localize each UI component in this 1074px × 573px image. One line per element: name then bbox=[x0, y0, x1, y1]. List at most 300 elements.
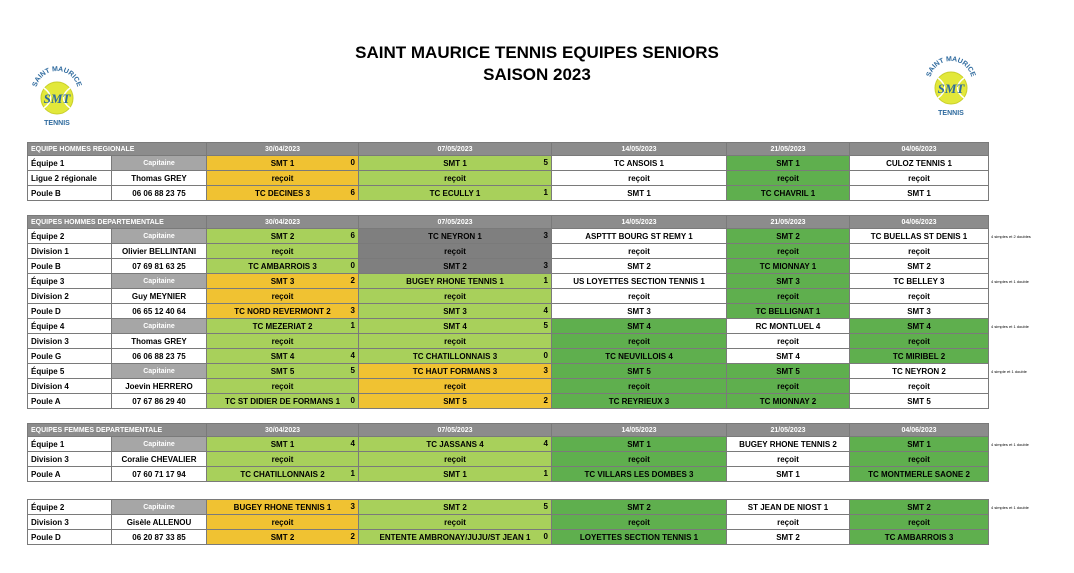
team-label-text: Division 1 bbox=[31, 246, 69, 256]
away-score: 1 bbox=[543, 469, 548, 478]
away-team: SMT 2 bbox=[776, 532, 800, 542]
team-row bbox=[28, 530, 989, 545]
home-team: ST JEAN DE NIOST 1 bbox=[747, 502, 829, 512]
team-label-text: Poule G bbox=[31, 351, 62, 361]
away-score: 6 bbox=[350, 188, 355, 197]
home-score: 5 bbox=[350, 366, 355, 375]
match-cell bbox=[207, 379, 359, 394]
team-row bbox=[28, 319, 989, 334]
home-team: SMT 4 bbox=[627, 321, 651, 331]
away-team: ENTENTE AMBRONAY/JUJU/ST JEAN 1 bbox=[379, 532, 531, 542]
team-row bbox=[28, 500, 989, 515]
team-label-text: Division 2 bbox=[31, 291, 69, 301]
section-header-row bbox=[28, 424, 989, 437]
match-cell bbox=[850, 274, 989, 289]
team-label-text: Poule D bbox=[31, 532, 61, 542]
match-cell bbox=[850, 229, 989, 244]
team-label bbox=[28, 156, 112, 171]
captain-name-text: Gisèle ALLENOU bbox=[126, 517, 192, 527]
away-team: TC MIONNAY 2 bbox=[759, 396, 817, 406]
home-team: SMT 2 bbox=[627, 502, 651, 512]
section-label bbox=[28, 216, 207, 229]
team-label-text: Poule B bbox=[31, 188, 61, 198]
receives-text: reçoit bbox=[444, 246, 466, 256]
home-score: 0 bbox=[350, 158, 355, 167]
team-row bbox=[28, 349, 989, 364]
date-header-text: 14/05/2023 bbox=[621, 145, 657, 153]
match-cell bbox=[850, 379, 989, 394]
away-team: SMT 3 bbox=[627, 306, 651, 316]
match-cell bbox=[207, 229, 359, 244]
home-team: BUGEY RHONE TENNIS 1 bbox=[233, 502, 332, 512]
match-cell bbox=[850, 437, 989, 452]
date-header bbox=[850, 143, 989, 156]
match-cell bbox=[552, 364, 727, 379]
match-cell bbox=[552, 274, 727, 289]
team-label bbox=[28, 394, 112, 409]
home-score: 4 bbox=[543, 439, 548, 448]
receives-text: reçoit bbox=[628, 291, 650, 301]
team-label-text: Poule A bbox=[31, 469, 61, 479]
match-cell bbox=[727, 349, 850, 364]
team-row bbox=[28, 452, 989, 467]
team-row bbox=[28, 304, 989, 319]
receives-text: reçoit bbox=[628, 381, 650, 391]
home-score: 3 bbox=[543, 366, 548, 375]
captain-phone bbox=[112, 467, 207, 482]
captain-title-text: Capitaine bbox=[143, 322, 175, 330]
page-header bbox=[0, 42, 1074, 86]
match-cell bbox=[850, 349, 989, 364]
home-score: 1 bbox=[350, 321, 355, 330]
team-label-text: Poule B bbox=[31, 261, 61, 271]
date-header bbox=[207, 216, 359, 229]
home-team: TC HAUT FORMANS 3 bbox=[412, 366, 498, 376]
team-label bbox=[28, 274, 112, 289]
home-team: RC MONTLUEL 4 bbox=[755, 321, 821, 331]
captain-phone bbox=[112, 349, 207, 364]
logo-mid-text: SMT bbox=[937, 81, 965, 96]
receives-text: reçoit bbox=[908, 173, 930, 183]
match-cell bbox=[552, 244, 727, 259]
away-team: SMT 1 bbox=[907, 188, 931, 198]
match-cell bbox=[359, 186, 552, 201]
away-score: 0 bbox=[350, 261, 355, 270]
team-label bbox=[28, 186, 112, 201]
match-cell bbox=[207, 186, 359, 201]
captain-phone bbox=[112, 394, 207, 409]
away-score: 3 bbox=[543, 261, 548, 270]
away-team: SMT 4 bbox=[776, 351, 800, 361]
match-cell bbox=[207, 244, 359, 259]
away-team: TC CHATILLONNAIS 3 bbox=[412, 351, 498, 361]
home-score: 5 bbox=[543, 321, 548, 330]
receives-text: reçoit bbox=[444, 517, 466, 527]
captain-name bbox=[112, 244, 207, 259]
match-cell bbox=[359, 467, 552, 482]
team-label bbox=[28, 364, 112, 379]
away-score: 0 bbox=[350, 396, 355, 405]
club-logo-left bbox=[30, 62, 84, 134]
match-cell bbox=[727, 530, 850, 545]
date-header bbox=[207, 143, 359, 156]
receives-text: reçoit bbox=[444, 173, 466, 183]
match-cell bbox=[359, 289, 552, 304]
team-label bbox=[28, 319, 112, 334]
receives-text: reçoit bbox=[444, 291, 466, 301]
match-cell bbox=[207, 274, 359, 289]
team-label bbox=[28, 259, 112, 274]
captain-title-text: Capitaine bbox=[143, 503, 175, 511]
home-team: SMT 5 bbox=[627, 366, 651, 376]
captain-name bbox=[112, 289, 207, 304]
section-header-row bbox=[28, 143, 989, 156]
home-team: SMT 2 bbox=[907, 502, 931, 512]
team-label bbox=[28, 289, 112, 304]
match-cell bbox=[850, 156, 989, 171]
captain-name-text: Olivier BELLINTANI bbox=[121, 246, 197, 256]
date-header-text: 21/05/2023 bbox=[770, 426, 806, 434]
captain-phone bbox=[112, 186, 207, 201]
team-row bbox=[28, 364, 989, 379]
team-label-text: Équipe 4 bbox=[31, 321, 65, 331]
receives-text: reçoit bbox=[271, 381, 294, 391]
team-label bbox=[28, 452, 112, 467]
captain-phone bbox=[112, 530, 207, 545]
match-cell bbox=[359, 156, 552, 171]
match-cell bbox=[359, 530, 552, 545]
away-score: 1 bbox=[543, 188, 548, 197]
schedule-table bbox=[27, 215, 989, 409]
home-score: 6 bbox=[350, 231, 355, 240]
match-cell bbox=[850, 500, 989, 515]
format-note: 4 simples et 1 double bbox=[991, 505, 1029, 510]
receives-text: reçoit bbox=[628, 246, 650, 256]
team-row bbox=[28, 394, 989, 409]
away-team: TC BELLIGNAT 1 bbox=[755, 306, 821, 316]
match-cell bbox=[850, 364, 989, 379]
captain-phone-text: 07 67 86 29 40 bbox=[132, 396, 186, 406]
team-label-text: Poule D bbox=[31, 306, 61, 316]
match-cell bbox=[207, 156, 359, 171]
receives-text: reçoit bbox=[777, 291, 799, 301]
date-header-text: 04/06/2023 bbox=[901, 145, 937, 153]
match-cell bbox=[207, 259, 359, 274]
home-score: 3 bbox=[350, 502, 355, 511]
format-note: 4 simples et 2 doubles bbox=[991, 234, 1031, 239]
home-team: SMT 1 bbox=[907, 439, 931, 449]
away-team: TC MIRIBEL 2 bbox=[892, 351, 946, 361]
match-cell bbox=[552, 171, 727, 186]
match-cell bbox=[727, 259, 850, 274]
logo-top-text: SAINT MAURICE bbox=[925, 55, 977, 78]
team-label-text: Équipe 5 bbox=[31, 366, 65, 376]
team-row bbox=[28, 437, 989, 452]
captain-name-text: Joevin HERRERO bbox=[125, 381, 193, 391]
home-team: SMT 4 bbox=[443, 321, 467, 331]
away-team: TC MIONNAY 1 bbox=[759, 261, 817, 271]
team-label bbox=[28, 437, 112, 452]
team-label-text: Équipe 2 bbox=[31, 231, 65, 241]
date-header-text: 30/04/2023 bbox=[264, 218, 301, 226]
away-score: 0 bbox=[543, 532, 548, 541]
captain-phone-text: 06 06 88 23 75 bbox=[132, 188, 186, 198]
home-team: CULOZ TENNIS 1 bbox=[886, 158, 952, 168]
receives-text: reçoit bbox=[908, 291, 930, 301]
match-cell bbox=[207, 319, 359, 334]
away-team: TC AMBARROIS 3 bbox=[884, 532, 954, 542]
away-team: TC ECULLY 1 bbox=[429, 188, 481, 198]
match-cell bbox=[359, 349, 552, 364]
match-cell bbox=[552, 515, 727, 530]
team-row bbox=[28, 244, 989, 259]
logo-bottom-text: TENNIS bbox=[938, 110, 964, 117]
match-cell bbox=[207, 171, 359, 186]
team-row bbox=[28, 379, 989, 394]
away-team: TC ST DIDIER DE FORMANS 1 bbox=[224, 396, 341, 406]
match-cell bbox=[359, 244, 552, 259]
receives-text: reçoit bbox=[777, 454, 799, 464]
home-team: ASPTTT BOURG ST REMY 1 bbox=[585, 231, 693, 241]
date-header-text: 07/05/2023 bbox=[437, 218, 473, 226]
team-row bbox=[28, 274, 989, 289]
match-cell bbox=[207, 304, 359, 319]
date-header bbox=[552, 143, 727, 156]
match-cell bbox=[359, 229, 552, 244]
date-header bbox=[727, 143, 850, 156]
match-cell bbox=[727, 319, 850, 334]
home-team: SMT 3 bbox=[270, 276, 295, 286]
receives-text: reçoit bbox=[271, 246, 294, 256]
team-label bbox=[28, 334, 112, 349]
away-score: 2 bbox=[350, 532, 355, 541]
captain-phone-text: 06 20 87 33 85 bbox=[132, 532, 186, 542]
match-cell bbox=[552, 394, 727, 409]
receives-text: reçoit bbox=[908, 336, 930, 346]
match-cell bbox=[727, 452, 850, 467]
format-note: 4 simples et 1 double bbox=[991, 279, 1029, 284]
match-cell bbox=[207, 500, 359, 515]
away-team: SMT 2 bbox=[443, 261, 467, 271]
team-label-text: Équipe 2 bbox=[31, 502, 65, 512]
match-cell bbox=[850, 334, 989, 349]
match-cell bbox=[850, 304, 989, 319]
captain-title-text: Capitaine bbox=[143, 159, 175, 167]
match-cell bbox=[727, 334, 850, 349]
captain-name bbox=[112, 334, 207, 349]
home-team: TC NEYRON 1 bbox=[428, 231, 482, 241]
team-label-text: Division 3 bbox=[31, 454, 69, 464]
match-cell bbox=[552, 452, 727, 467]
match-cell bbox=[727, 437, 850, 452]
schedule-table bbox=[27, 142, 989, 201]
home-team: SMT 2 bbox=[443, 502, 467, 512]
match-cell bbox=[207, 515, 359, 530]
captain-name-text: Guy MEYNIER bbox=[131, 291, 187, 301]
away-team: TC CHATILLONNAIS 2 bbox=[240, 469, 325, 479]
match-cell bbox=[359, 274, 552, 289]
home-team: SMT 1 bbox=[270, 158, 295, 168]
away-team: SMT 2 bbox=[627, 261, 651, 271]
format-note: 4 simple et 1 double bbox=[991, 369, 1027, 374]
match-cell bbox=[359, 319, 552, 334]
receives-text: reçoit bbox=[628, 454, 650, 464]
away-team: SMT 1 bbox=[627, 188, 651, 198]
match-cell bbox=[850, 171, 989, 186]
receives-text: reçoit bbox=[444, 381, 466, 391]
receives-text: reçoit bbox=[777, 246, 799, 256]
match-cell bbox=[207, 437, 359, 452]
date-header bbox=[552, 216, 727, 229]
match-cell bbox=[552, 437, 727, 452]
home-score: 3 bbox=[543, 231, 548, 240]
home-score: 4 bbox=[350, 439, 355, 448]
date-header bbox=[850, 216, 989, 229]
match-cell bbox=[850, 289, 989, 304]
receives-text: reçoit bbox=[908, 517, 930, 527]
team-row bbox=[28, 229, 989, 244]
home-team: TC BUELLAS ST DENIS 1 bbox=[870, 231, 968, 241]
team-row bbox=[28, 259, 989, 274]
team-label bbox=[28, 379, 112, 394]
receives-text: reçoit bbox=[271, 454, 294, 464]
receives-text: reçoit bbox=[628, 173, 650, 183]
away-team: LOYETTES SECTION TENNIS 1 bbox=[579, 532, 699, 542]
captain-name-text: Thomas GREY bbox=[131, 173, 187, 183]
home-team: TC BELLEY 3 bbox=[893, 276, 945, 286]
match-cell bbox=[552, 156, 727, 171]
away-team: TC NORD REVERMONT 2 bbox=[234, 306, 331, 316]
section-header-row bbox=[28, 216, 989, 229]
captain-title-text: Capitaine bbox=[143, 367, 175, 375]
page-title: SAINT MAURICE TENNIS EQUIPES SENIORS bbox=[355, 43, 719, 62]
match-cell bbox=[552, 334, 727, 349]
captain-phone-text: 07 69 81 63 25 bbox=[132, 261, 186, 271]
away-team: SMT 2 bbox=[907, 261, 931, 271]
captain-header bbox=[112, 274, 207, 289]
receives-text: reçoit bbox=[444, 454, 466, 464]
section-label bbox=[28, 424, 207, 437]
captain-header bbox=[112, 156, 207, 171]
captain-phone bbox=[112, 259, 207, 274]
receives-text: reçoit bbox=[908, 454, 930, 464]
format-note: 4 simples et 1 double bbox=[991, 324, 1029, 329]
home-team: SMT 5 bbox=[776, 366, 800, 376]
captain-phone-text: 07 60 71 17 94 bbox=[132, 469, 186, 479]
captain-title-text: Capitaine bbox=[143, 440, 175, 448]
match-cell bbox=[552, 289, 727, 304]
section-label-text: EQUIPES FEMMES DEPARTEMENTALE bbox=[31, 426, 163, 434]
logo-top-text: SAINT MAURICE bbox=[31, 65, 83, 88]
logo-mid-text: SMT bbox=[43, 91, 71, 106]
match-cell bbox=[850, 515, 989, 530]
date-header-text: 14/05/2023 bbox=[621, 426, 657, 434]
logo-bottom-text: TENNIS bbox=[44, 120, 70, 127]
captain-header bbox=[112, 500, 207, 515]
match-cell bbox=[850, 244, 989, 259]
home-team: SMT 2 bbox=[270, 231, 295, 241]
receives-text: reçoit bbox=[271, 517, 294, 527]
away-score: 4 bbox=[543, 306, 548, 315]
match-cell bbox=[359, 259, 552, 274]
away-team: TC VILLARS LES DOMBES 3 bbox=[584, 469, 694, 479]
match-cell bbox=[727, 515, 850, 530]
date-header bbox=[727, 424, 850, 437]
date-header-text: 14/05/2023 bbox=[621, 218, 657, 226]
match-cell bbox=[850, 186, 989, 201]
match-cell bbox=[552, 467, 727, 482]
date-header bbox=[207, 424, 359, 437]
captain-title-text: Capitaine bbox=[143, 232, 175, 240]
away-team: SMT 1 bbox=[776, 469, 800, 479]
away-score: 3 bbox=[350, 306, 355, 315]
date-header bbox=[359, 216, 552, 229]
away-team: SMT 5 bbox=[443, 396, 467, 406]
home-team: TC NEYRON 2 bbox=[892, 366, 946, 376]
match-cell bbox=[727, 274, 850, 289]
date-header-text: 07/05/2023 bbox=[437, 426, 473, 434]
captain-phone-text: 06 06 88 23 75 bbox=[132, 351, 186, 361]
match-cell bbox=[359, 364, 552, 379]
team-label-text: Équipe 1 bbox=[31, 439, 65, 449]
team-label-text: Poule A bbox=[31, 396, 61, 406]
team-row bbox=[28, 334, 989, 349]
match-cell bbox=[359, 437, 552, 452]
team-label bbox=[28, 467, 112, 482]
away-team: SMT 3 bbox=[443, 306, 467, 316]
receives-text: reçoit bbox=[628, 517, 650, 527]
match-cell bbox=[207, 530, 359, 545]
date-header-text: 21/05/2023 bbox=[770, 145, 806, 153]
match-cell bbox=[552, 186, 727, 201]
match-cell bbox=[850, 452, 989, 467]
captain-name bbox=[112, 379, 207, 394]
match-cell bbox=[552, 349, 727, 364]
away-team: TC DECINES 3 bbox=[254, 188, 311, 198]
match-cell bbox=[207, 467, 359, 482]
captain-name-text: Coralie CHEVALIER bbox=[121, 454, 197, 464]
match-cell bbox=[359, 379, 552, 394]
team-label-text: Division 4 bbox=[31, 381, 69, 391]
date-header bbox=[359, 424, 552, 437]
match-cell bbox=[727, 379, 850, 394]
team-row bbox=[28, 171, 989, 186]
match-cell bbox=[207, 394, 359, 409]
match-cell bbox=[727, 171, 850, 186]
home-score: 5 bbox=[543, 158, 548, 167]
receives-text: reçoit bbox=[908, 381, 930, 391]
format-note: 4 simples et 1 double bbox=[991, 442, 1029, 447]
date-header-text: 21/05/2023 bbox=[770, 218, 806, 226]
match-cell bbox=[850, 530, 989, 545]
date-header bbox=[552, 424, 727, 437]
match-cell bbox=[359, 334, 552, 349]
match-cell bbox=[727, 244, 850, 259]
match-cell bbox=[207, 364, 359, 379]
section-label-text: EQUIPE HOMMES REGIONALE bbox=[31, 145, 135, 153]
home-team: BUGEY RHONE TENNIS 1 bbox=[406, 276, 504, 286]
away-team: SMT 1 bbox=[443, 469, 467, 479]
home-team: BUGEY RHONE TENNIS 2 bbox=[739, 439, 837, 449]
team-label-text: Division 3 bbox=[31, 517, 69, 527]
receives-text: reçoit bbox=[271, 336, 294, 346]
team-row bbox=[28, 289, 989, 304]
captain-name bbox=[112, 452, 207, 467]
team-label-text: Équipe 3 bbox=[31, 276, 65, 286]
date-header-text: 07/05/2023 bbox=[437, 145, 473, 153]
team-label-text: Équipe 1 bbox=[31, 158, 65, 168]
away-score: 4 bbox=[350, 351, 355, 360]
